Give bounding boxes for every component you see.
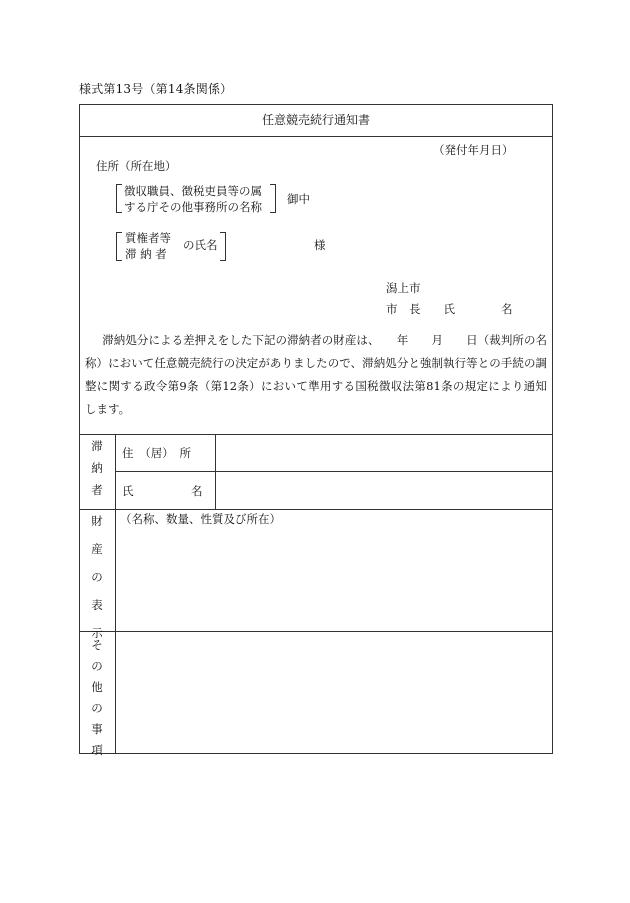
delinquent-header (87, 438, 107, 498)
property-char-1: 財 (91, 514, 103, 528)
property-char-2: 産 (91, 542, 103, 556)
form-number: 様式第13号（第14条関係） (79, 82, 233, 96)
table-top-line (80, 434, 552, 435)
property-header (87, 513, 107, 641)
name-suffix: の氏名 (183, 238, 218, 252)
property-char-5: 示 (91, 626, 103, 640)
property-top-line (80, 509, 552, 510)
issue-date: （発付年月日） (433, 143, 514, 157)
delinquent-char-2: 納 (91, 461, 103, 475)
property-char-4: 表 (91, 598, 103, 612)
address-row-label: 住 （居） 所 (122, 446, 191, 460)
other-char-1: そ (91, 638, 103, 652)
other-top-line (80, 631, 552, 632)
label-column-line (215, 434, 216, 509)
property-note: （名称、数量、性質及び所在） (120, 512, 281, 526)
issuer-city: 潟上市 (386, 281, 421, 295)
pledgee-label1: 質権者等 (125, 231, 171, 245)
other-char-5: 事 (91, 722, 103, 736)
address-label: 住所（所在地） (96, 159, 177, 173)
body-paragraph (85, 329, 547, 421)
delinquent-char-3: 者 (91, 483, 103, 497)
other-char-6: 項 (91, 743, 103, 757)
pledgee-label2: 滞 納 者 (125, 247, 167, 261)
addressee-bracket-left (116, 184, 122, 213)
notice-form (79, 104, 553, 757)
table-mid-line (115, 471, 552, 472)
delinquent-char-1: 滞 (91, 439, 103, 453)
pledgee-bracket-left (116, 232, 122, 261)
other-char-4: の (91, 701, 103, 715)
other-header (87, 637, 107, 758)
property-char-3: の (91, 570, 103, 584)
body-text: 滞納処分による差押えをした下記の滞納者の財産は、 年 月 日（裁判所の名称）において任意競売続行の決定がありましたので、滞納処分と強制執行等との手続の調整に関する政令第9条（第12条）において準用する国税徴収法第81条の規定により通知します。 (85, 333, 547, 416)
other-char-3: 他 (91, 680, 103, 694)
other-char-2: の (91, 659, 103, 673)
pledgee-bracket-right (220, 232, 226, 261)
addressee-bracket-right (270, 184, 276, 213)
onchu-text: 御中 (287, 192, 310, 206)
issuer-mayor: 市 長 氏 名 (386, 302, 513, 316)
addressee-line1: 徴収職員、徴税吏員等の属 (124, 184, 262, 198)
name-row-label: 氏 名 (122, 484, 203, 498)
addressee-line2: する庁その他事務所の名称 (124, 200, 262, 214)
header-column-line (115, 434, 116, 753)
form-title: 任意競売続行通知書 (80, 105, 552, 137)
sama-text: 様 (314, 238, 326, 252)
